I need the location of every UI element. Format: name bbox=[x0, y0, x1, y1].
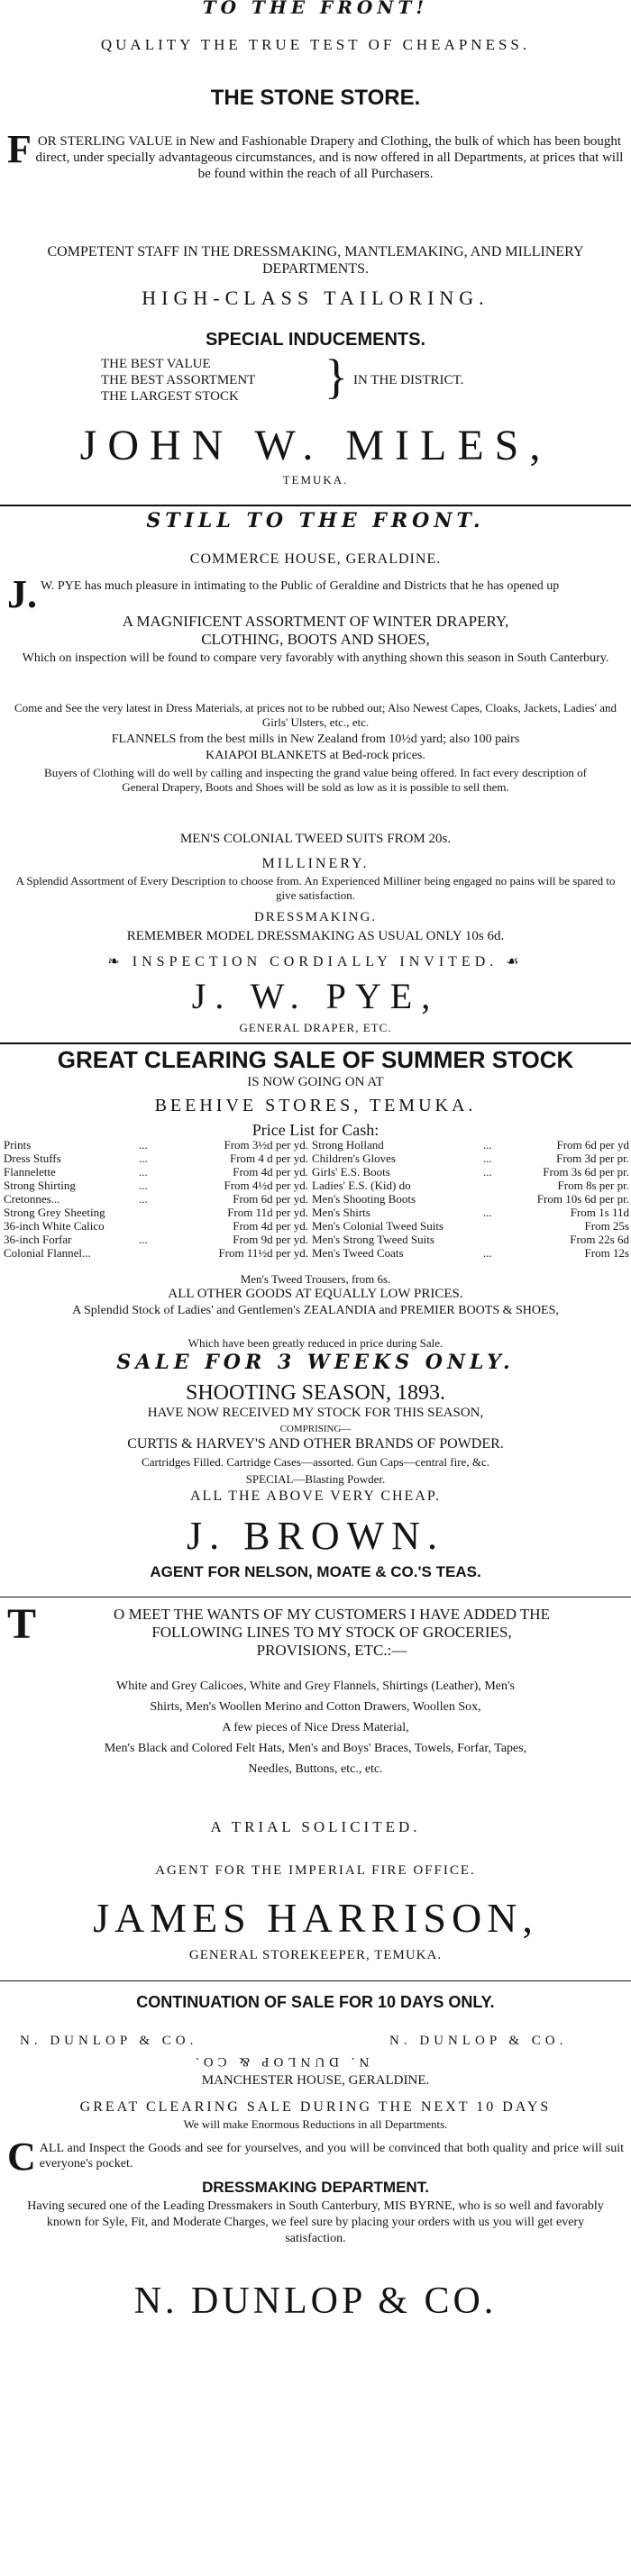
price-item-price: From 3½d per yd. bbox=[224, 1138, 308, 1151]
dunlop-clearing: GREAT CLEARING SALE DURING THE NEXT 10 DAYS bbox=[79, 2099, 552, 2115]
pye-blankets-text: KAIAPOI BLANKETS at Bed-rock prices. bbox=[206, 749, 425, 762]
dunlop-call-dropcap: C bbox=[7, 2135, 36, 2179]
stone-store-name: THE STONE STORE. bbox=[210, 86, 421, 110]
price-list-row bbox=[4, 1138, 308, 1151]
dunlop-firm-right: N. DUNLOP & CO. bbox=[389, 2034, 568, 2048]
dunlop-firm-mirrored: N. DUNLOP & CO. bbox=[191, 2054, 370, 2069]
price-item-price: From 4 d per yd. bbox=[229, 1151, 308, 1165]
price-list-row bbox=[4, 1206, 308, 1219]
dunlop-call bbox=[0, 2135, 631, 2179]
harrison-intro-line-1: O MEET THE WANTS OF MY CUSTOMERS I HAVE ADDED THE bbox=[114, 1606, 550, 1623]
beehive-store: BEEHIVE STORES, TEMUKA. bbox=[154, 1096, 477, 1115]
price-item-price: From 6d per yd. bbox=[233, 1192, 308, 1206]
price-list-row bbox=[312, 1179, 629, 1192]
price-item-price: From 4d per yd. bbox=[233, 1165, 308, 1179]
harrison-goods-line: White and Grey Calicoes, White and Grey Flannels, Shirtings (Leather), Men's bbox=[116, 1679, 515, 1693]
brown-cartridges: Cartridges Filled. Cartridge Cases—assorted. Gun Caps—central fire, &c. bbox=[142, 1455, 489, 1469]
pye-millinery-title: MILLINERY. bbox=[261, 856, 370, 871]
price-list-row bbox=[312, 1246, 629, 1260]
stone-store-intro-text: OR STERLING VALUE in New and Fashionable Drapery and Clothing, the bulk of which has been bought direct, under specially advantageous circumstances, and is now offered in all Departments, at prices that will be found within the reach of all Purchasers. bbox=[35, 134, 624, 181]
pye-assortment-line-1: A MAGNIFICENT ASSORTMENT OF WINTER DRAPERY, bbox=[122, 613, 509, 630]
brown-cheap: ALL THE ABOVE VERY CHEAP. bbox=[189, 1488, 441, 1504]
pye-suits-text: MEN'S COLONIAL TWEED SUITS FROM 20s. bbox=[179, 832, 452, 846]
stone-store-town: TEMUKA. bbox=[282, 473, 349, 487]
harrison-fire-agent: AGENT FOR THE IMPERIAL FIRE OFFICE. bbox=[155, 1863, 476, 1878]
stone-store-inducements-title: SPECIAL INDUCEMENTS. bbox=[205, 330, 426, 350]
dunlop-house: MANCHESTER HOUSE, GERALDINE. bbox=[201, 2073, 430, 2088]
pye-flannels-text: FLANNELS from the best mills in New Zealand from 10½d yard; also 100 pairs bbox=[111, 733, 520, 746]
price-item-name: Colonial Flannel... bbox=[4, 1246, 91, 1260]
harrison-intro-dropcap: T bbox=[7, 1600, 37, 1648]
price-item-name: Strong Shirting bbox=[4, 1179, 76, 1192]
price-item-name: 36-inch White Calico bbox=[4, 1219, 105, 1233]
price-item-dots: ... bbox=[483, 1206, 492, 1219]
dunlop-dress-title: DRESSMAKING DEPARTMENT. bbox=[202, 2179, 429, 2196]
harrison-goods-list bbox=[0, 1676, 631, 1780]
harrison-proprietor: JAMES HARRISON, bbox=[93, 1895, 538, 1941]
harrison-goods-line: Men's Black and Colored Felt Hats, Men's and Boys' Braces, Towels, Forfar, Tapes, bbox=[104, 1742, 527, 1755]
harrison-intro-line-2: FOLLOWING LINES TO MY STOCK OF GROCERIES, bbox=[151, 1624, 512, 1641]
pye-assortment-line-2: CLOTHING, BOOTS AND SHOES, bbox=[201, 631, 430, 648]
price-item-price: From 3s 6d per pr. bbox=[543, 1165, 629, 1179]
price-item-name: 36-inch Forfar bbox=[4, 1233, 72, 1246]
stone-store-proprietor: JOHN W. MILES, bbox=[79, 422, 552, 469]
dunlop-headline: CONTINUATION OF SALE FOR 10 DAYS ONLY. bbox=[136, 1993, 495, 2011]
price-list-row bbox=[312, 1219, 629, 1233]
price-item-price: From 6d per yd bbox=[556, 1138, 629, 1151]
brown-special: SPECIAL—Blasting Powder. bbox=[245, 1472, 386, 1486]
pye-intro-dropcap: J. bbox=[7, 572, 37, 616]
harrison-goods-line: A few pieces of Nice Dress Material, bbox=[222, 1721, 409, 1734]
price-list-right-column bbox=[312, 1138, 629, 1260]
price-item-price: From 11d per yd. bbox=[227, 1206, 308, 1219]
beehive-trousers: Men's Tweed Trousers, from 6s. bbox=[240, 1272, 391, 1286]
price-item-dots: ... bbox=[483, 1165, 492, 1179]
price-item-price: From 10s 6d per pr. bbox=[536, 1192, 629, 1206]
price-item-dots: ... bbox=[139, 1179, 148, 1192]
price-item-dots: ... bbox=[483, 1151, 492, 1165]
ornament-icon: ☙ bbox=[506, 954, 524, 969]
price-item-name: Men's Shooting Boots bbox=[312, 1192, 416, 1206]
price-item-name: Men's Colonial Tweed Suits bbox=[312, 1219, 444, 1233]
stone-store-headline: TO THE FRONT! bbox=[202, 0, 429, 18]
price-item-dots: ... bbox=[483, 1138, 492, 1151]
divider bbox=[0, 505, 631, 506]
price-item-name: Strong Grey Sheeting bbox=[4, 1206, 105, 1219]
price-list-row bbox=[312, 1192, 629, 1206]
price-item-name: Men's Tweed Coats bbox=[312, 1246, 404, 1260]
price-item-dots: ... bbox=[139, 1233, 148, 1246]
brown-proprietor: J. BROWN. bbox=[187, 1514, 444, 1558]
price-list-row bbox=[312, 1206, 629, 1219]
harrison-trial: A TRIAL SOLICITED. bbox=[210, 1818, 421, 1835]
divider bbox=[0, 1980, 631, 1981]
pye-inspection-text: Which on inspection will be found to compare very favorably with anything shown this season in South Canterbury. bbox=[22, 651, 609, 665]
pye-dressmaking-title: DRESSMAKING. bbox=[253, 910, 378, 924]
price-item-dots: ... bbox=[139, 1151, 148, 1165]
pye-millinery-text: A Splendid Assortment of Every Description to choose from. An Experienced Milliner being engaged no pains will be spared to give satisfaction. bbox=[15, 874, 616, 902]
harrison-title: GENERAL STOREKEEPER, TEMUKA. bbox=[188, 1948, 443, 1962]
price-item-dots: ... bbox=[139, 1192, 148, 1206]
brown-powder: CURTIS & HARVEY'S AND OTHER BRANDS OF POWDER. bbox=[127, 1436, 504, 1452]
price-list-row bbox=[4, 1165, 308, 1179]
harrison-goods-line: Shirts, Men's Woollen Merino and Cotton Drawers, Woollen Sox, bbox=[150, 1700, 481, 1714]
pye-buyers-text: Buyers of Clothing will do well by calling and inspecting the grand value being offered. In fact every description of General Drapery, Boots and Shoes will be sold as low as it is possible to sell them. bbox=[44, 766, 587, 794]
pye-intro-text: W. PYE has much pleasure in intimating to the Public of Geraldine and Districts that he has opened up bbox=[41, 579, 560, 593]
harrison-intro bbox=[0, 1600, 631, 1660]
dunlop-reductions: We will make Enormous Reductions in all Departments. bbox=[183, 2117, 448, 2131]
stone-store-inducements-list bbox=[101, 356, 255, 405]
beehive-price-list-title: Price List for Cash: bbox=[251, 1121, 380, 1139]
price-item-price: From 4½d per yd. bbox=[224, 1179, 308, 1192]
stone-store-brace: } bbox=[325, 350, 348, 404]
price-item-price: From 22s 6d bbox=[570, 1233, 629, 1246]
price-item-name: Prints bbox=[4, 1138, 32, 1151]
brown-received: HAVE NOW RECEIVED MY STOCK FOR THIS SEASON, bbox=[147, 1406, 484, 1420]
price-item-name: Men's Strong Tweed Suits bbox=[312, 1233, 434, 1246]
price-item-price: From 12s bbox=[584, 1246, 629, 1260]
price-list-row bbox=[312, 1138, 629, 1151]
price-item-name: Children's Gloves bbox=[312, 1151, 396, 1165]
price-item-name: Flannelette bbox=[4, 1165, 56, 1179]
pye-dressmaking-text: REMEMBER MODEL DRESSMAKING AS USUAL ONLY 10s 6d. bbox=[126, 929, 505, 943]
price-list-row bbox=[312, 1233, 629, 1246]
inducement-item: THE LARGEST STOCK bbox=[101, 389, 239, 404]
ornament-icon: ❧ bbox=[107, 954, 133, 969]
price-list-left-column bbox=[4, 1138, 308, 1260]
stone-store-tailoring: HIGH-CLASS TAILORING. bbox=[142, 287, 489, 309]
price-item-price: From 8s per pr. bbox=[557, 1179, 629, 1192]
stone-store-intro-dropcap: F bbox=[7, 127, 32, 171]
price-list-row bbox=[4, 1233, 308, 1246]
price-item-price: From 11½d per yd. bbox=[218, 1246, 308, 1260]
price-list-row bbox=[4, 1192, 308, 1206]
brown-comprising: COMPRISING— bbox=[279, 1424, 352, 1434]
stone-store-staff-line: COMPETENT STAFF IN THE DRESSMAKING, MANTLEMAKING, AND MILLINERY DEPARTMENTS. bbox=[47, 244, 584, 277]
pye-proprietor: J. W. PYE, bbox=[191, 976, 440, 1016]
price-item-name: Men's Shirts bbox=[312, 1206, 370, 1219]
price-item-dots: ... bbox=[139, 1138, 148, 1151]
price-item-name: Girls' E.S. Boots bbox=[312, 1165, 390, 1179]
pye-invite-text: INSPECTION CORDIALLY INVITED. bbox=[132, 954, 498, 969]
price-list-row bbox=[4, 1179, 308, 1192]
pye-come-text: Come and See the very latest in Dress Materials, at prices not to be rubbed out; Also Newest Capes, Cloaks, Jackets, Ladies' and Girls' Ulsters, etc., etc. bbox=[14, 701, 617, 729]
divider bbox=[0, 1042, 631, 1044]
inducement-item: THE BEST ASSORTMENT bbox=[101, 373, 256, 387]
price-list-row bbox=[312, 1151, 629, 1165]
brown-headline: SALE FOR 3 WEEKS ONLY. bbox=[116, 1351, 515, 1374]
beehive-reduced-text: Which have been greatly reduced in price during Sale. bbox=[187, 1336, 444, 1350]
harrison-goods-line: Needles, Buttons, etc., etc. bbox=[248, 1762, 383, 1776]
price-list-row bbox=[312, 1165, 629, 1179]
stone-store-intro bbox=[0, 127, 631, 182]
beehive-other-goods: ALL OTHER GOODS AT EQUALLY LOW PRICES. bbox=[168, 1287, 463, 1301]
price-item-dots: ... bbox=[139, 1165, 148, 1179]
stone-store-tagline: QUALITY THE TRUE TEST OF CHEAPNESS. bbox=[100, 36, 531, 53]
beehive-headline: GREAT CLEARING SALE OF SUMMER STOCK bbox=[57, 1046, 574, 1073]
price-item-dots: ... bbox=[483, 1246, 492, 1260]
price-item-price: From 1s 11d bbox=[570, 1206, 629, 1219]
price-item-name: Cretonnes... bbox=[4, 1192, 60, 1206]
pye-house: COMMERCE HOUSE, GERALDINE. bbox=[189, 551, 442, 567]
price-list-row bbox=[4, 1246, 308, 1260]
price-item-price: From 9d per yd. bbox=[233, 1233, 308, 1246]
pye-invite bbox=[0, 953, 631, 971]
price-list-row bbox=[4, 1219, 308, 1233]
brown-agent: AGENT FOR NELSON, MOATE & CO.'S TEAS. bbox=[150, 1563, 481, 1580]
harrison-intro-line-3: PROVISIONS, ETC.:— bbox=[256, 1642, 407, 1659]
dunlop-call-text: ALL and Inspect the Goods and see for yourselves, and you will be convinced that both quality and price will suit everyone's pocket. bbox=[39, 2142, 624, 2171]
price-list-row bbox=[4, 1151, 308, 1165]
dunlop-firm-left: N. DUNLOP & CO. bbox=[20, 2034, 198, 2048]
dunlop-proprietor: N. DUNLOP & CO. bbox=[133, 2280, 498, 2322]
price-item-name: Ladies' E.S. (Kid) do bbox=[312, 1179, 411, 1192]
price-item-price: From 4d per yd. bbox=[233, 1219, 308, 1233]
stone-store-inducements-suffix: IN THE DISTRICT. bbox=[353, 373, 464, 387]
pye-headline: STILL TO THE FRONT. bbox=[146, 509, 485, 532]
price-item-name: Dress Stuffs bbox=[4, 1151, 61, 1165]
price-item-name: Strong Holland bbox=[312, 1138, 384, 1151]
dunlop-dress-text: Having secured one of the Leading Dressmakers in South Canterbury, MIS BYRNE, who is so well and favorably known for Syle, Fit, and Moderate Charges, we feel sure by placing your orders with us you will get every satisfaction. bbox=[27, 2199, 604, 2245]
inducement-item: THE BEST VALUE bbox=[101, 357, 211, 371]
beehive-subline: IS NOW GOING ON AT bbox=[247, 1075, 384, 1089]
price-item-price: From 3d per pr. bbox=[556, 1151, 629, 1165]
beehive-price-list bbox=[0, 1138, 631, 1273]
pye-intro bbox=[0, 572, 631, 616]
beehive-splendid-text: A Splendid Stock of Ladies' and Gentlemen's ZEALANDIA and PREMIER BOOTS & SHOES, bbox=[72, 1304, 559, 1317]
pye-title: GENERAL DRAPER, ETC. bbox=[239, 1021, 392, 1034]
price-item-price: From 25s bbox=[584, 1219, 629, 1233]
brown-season: SHOOTING SEASON, 1893. bbox=[185, 1381, 445, 1405]
